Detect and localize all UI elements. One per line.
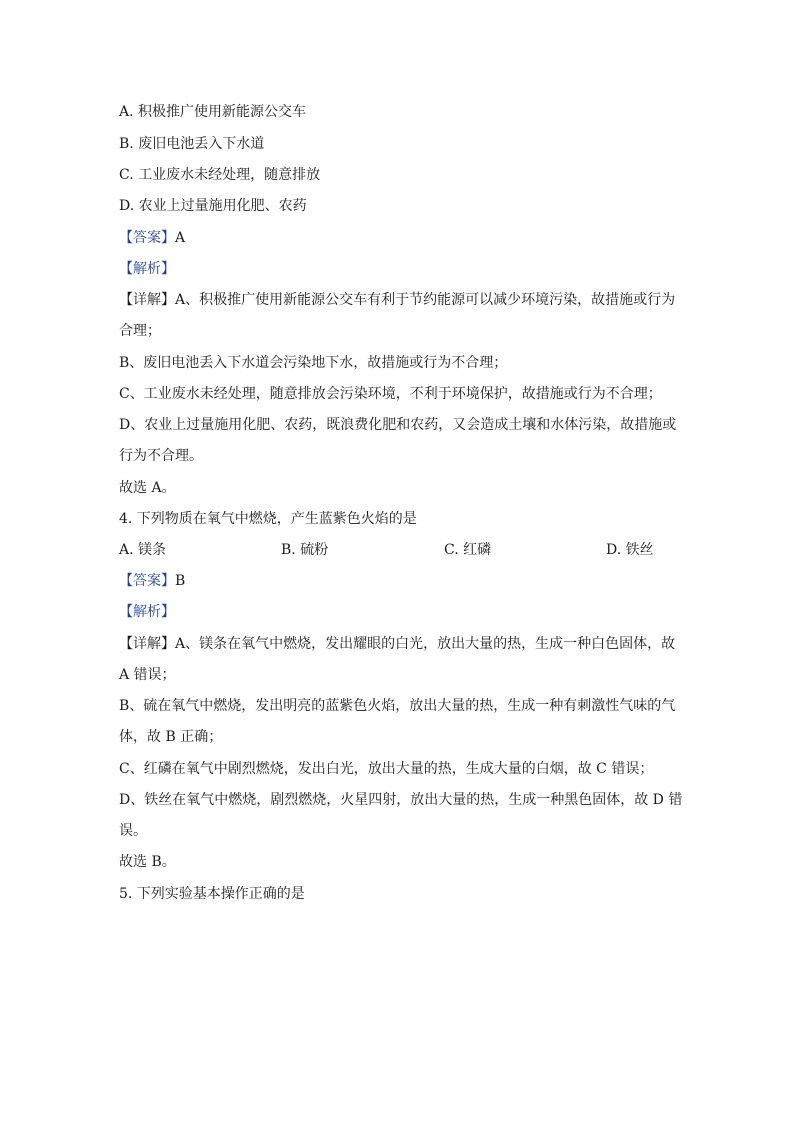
q3-detail-line-1 <box>119 291 675 309</box>
q4-option-a: A. 镁条 <box>119 542 167 558</box>
q4-detail-line-1 <box>119 635 675 653</box>
q4-detail-line-6: D、铁丝在氧气中燃烧，剧烈燃烧，火星四射，放出大量的热，生成一种黑色固体，故 D 错 <box>119 792 683 808</box>
q3-detail-line-5: D、农业上过量施用化肥、农药，既浪费化肥和农药，又会造成土壤和水体污染，故措施或 <box>119 417 677 433</box>
q5-stem: 5. 下列实验基本操作正确的是 <box>119 886 305 902</box>
q3-detail-line-2: 合理； <box>119 323 161 339</box>
q4-option-b: B. 硫粉 <box>281 542 329 558</box>
q4-detail-line-4: 体，故 B 正确； <box>119 729 223 745</box>
q4-analysis-line <box>119 603 175 621</box>
analysis-tag: 【解析】 <box>119 604 175 620</box>
q4-detail-line-3: B、硫在氧气中燃烧，发出明亮的蓝紫色火焰，放出大量的热，生成一种有刺激性气味的气 <box>119 698 676 714</box>
detail-tag: 【详解】 <box>119 636 175 652</box>
q3-detail-line-3: B、废旧电池丢入下水道会污染地下水，故措施或行为不合理； <box>119 355 508 371</box>
q3-answer-line <box>119 229 185 247</box>
q4-conclusion: 故选 B。 <box>119 854 176 870</box>
q3-analysis-line <box>119 260 175 278</box>
detail-tag: 【详解】 <box>119 292 175 308</box>
q4-detail-line-5: C、红磷在氧气中剧烈燃烧，发出白光，放出大量的热，生成大量的白烟，故 C 错误； <box>119 761 654 777</box>
q3-option-d: D. 农业上过量施用化肥、农药 <box>119 198 307 214</box>
q3-option-c: C. 工业废水未经处理，随意排放 <box>119 167 321 183</box>
q4-stem: 4. 下列物质在氧气中燃烧，产生蓝紫色火焰的是 <box>119 511 417 527</box>
q4-answer-line <box>119 572 185 590</box>
analysis-tag: 【解析】 <box>119 261 175 277</box>
q3-option-a: A. 积极推广使用新能源公交车 <box>119 104 307 120</box>
q3-conclusion: 故选 A。 <box>119 480 176 496</box>
answer-tag: 【答案】 <box>119 573 175 589</box>
answer-tag: 【答案】 <box>119 230 175 246</box>
q3-detail-line-6: 行为不合理。 <box>119 448 203 464</box>
answer-value: A <box>175 230 186 246</box>
q4-detail-line-7: 误。 <box>119 823 147 839</box>
answer-value: B <box>175 573 186 589</box>
q3-option-b: B. 废旧电池丢入下水道 <box>119 136 265 152</box>
q4-detail-line-2: A 错误； <box>119 667 176 683</box>
detail-text: A、镁条在氧气中燃烧，发出耀眼的白光，放出大量的热，生成一种白色固体，故 <box>175 636 676 652</box>
q4-option-d: D. 铁丝 <box>606 542 654 558</box>
q4-option-c: C. 红磷 <box>444 542 492 558</box>
detail-text: A、积极推广使用新能源公交车有利于节约能源可以减少环境污染，故措施或行为 <box>175 292 676 308</box>
q3-detail-line-4: C、工业废水未经处理，随意排放会污染环境，不利于环境保护，故措施或行为不合理； <box>119 386 662 402</box>
